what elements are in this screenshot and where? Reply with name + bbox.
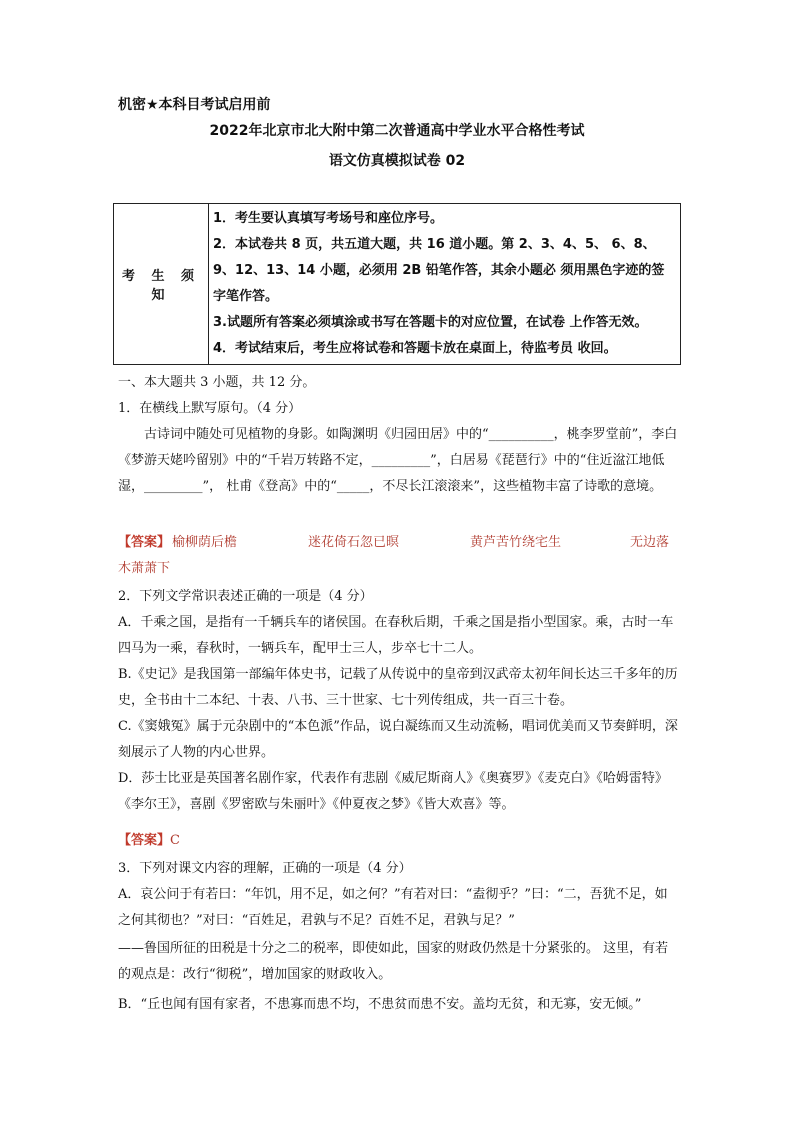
question-2-answer <box>118 828 678 854</box>
answer-label: 【答案】 <box>118 833 171 848</box>
notice-rule-3: 3.试题所有答案必须填涂或书写在答题卡的对应位置，在试卷 上作答无效。 <box>213 315 648 330</box>
answer-item-3: 黄芦苦竹绕宅生 <box>470 535 562 550</box>
answer-label: 【答案】 <box>118 535 171 550</box>
question-2-option-a: A．千乘之国，是指有一千辆兵车的诸侯国。在春秋后期，千乘之国是指小型国家。乘，古时一车四马为一乘，春秋时，一辆兵车，配甲士三人，步卒七十二人。 <box>118 615 674 656</box>
question-1-answer <box>118 530 678 556</box>
question-3-option-b: B．“丘也闻有国有家者，不患寡而患不均，不患贫而患不安。盖均无贫，和无寡，安无倾。” <box>118 997 642 1012</box>
notice-rule-1: 1．考生要认真填写考场号和座位序号。 <box>213 211 444 226</box>
question-2-option-b: B.《史记》是我国第一部编年体史书，记载了从传说中的皇帝到汉武帝太初年间长达三千多年的历史，全书由十二本纪、十表、八书、三十世家、七十列传组成，共一百三十卷。 <box>118 667 678 708</box>
exam-subtitle: 语文仿真模拟试卷 02 <box>328 153 466 169</box>
exam-title: 2022年北京市北大附中第二次普通高中学业水平合格性考试 <box>209 123 585 139</box>
question-3-option-a: A．哀公问于有若曰：“年饥，用不足，如之何？”有若对曰：“盍彻乎？”曰：“二，吾犹不足，如之何其彻也？”对曰：“百姓足，君孰与不足？百姓不足，君孰与足？” <box>118 887 668 928</box>
question-2-stem: 2．下列文学常识表述正确的一项是（4 分） <box>118 589 373 604</box>
answer-item-1: 榆柳荫后檐 <box>172 535 238 550</box>
section-heading: 一、本大题共 3 小题，共 12 分。 <box>118 375 316 390</box>
notice-label: 考 生 须 知 <box>114 204 209 365</box>
question-1-stem: 1．在横线上默写原句。（4 分） <box>118 401 302 416</box>
question-2-option-c: C.《窦娥冤》属于元杂剧中的“本色派”作品，说白凝练而又生动流畅，唱词优美而又节奏鲜明，深刻展示了人物的内心世界。 <box>118 719 678 760</box>
answer-value: C <box>170 833 180 848</box>
question-3-option-a-note: ——鲁国所征的田税是十分之二的税率，即使如此，国家的财政仍然是十分紧张的。 这里，有若的观点是：改行“彻税”，增加国家的财政收入。 <box>118 941 669 982</box>
question-3-stem: 3．下列对课文内容的理解，正确的一项是（4 分） <box>118 861 412 876</box>
candidate-notice-table <box>113 203 681 365</box>
confidential-mark: 机密★本科目考试启用前 <box>118 97 271 113</box>
answer-item-4: 无边落 <box>630 535 670 550</box>
notice-rule-4: 4．考试结束后，考生应将试卷和答题卡放在桌面上，待监考员 收回。 <box>213 341 617 356</box>
question-2-option-d: D．莎士比亚是英国著名剧作家，代表作有悲剧《威尼斯商人》《奥赛罗》《麦克白》《哈姆雷特》《李尔王》，喜剧《罗密欧与朱丽叶》《仲夏夜之梦》《皆大欢喜》等。 <box>118 771 668 812</box>
notice-rules <box>209 204 681 365</box>
notice-rule-2: 2．本试卷共 8 页，共五道大题，共 16 道小题。第 2、3、4、5、 6、8、9、12、13、14 小题，必须用 2B 铅笔作答，其余小题必 须用黑色字迹的签字笔作答。 <box>213 237 665 304</box>
question-1-body: 古诗词中随处可见植物的身影。如陶渊明《归园田居》中的“__________，桃李罗堂前”，李白《梦游天姥吟留别》中的“千岩万转路不定，_________”，白居易《琵琶行》中的“住近湓江地低湿，_________”， 杜甫《登高》中的“_____，不尽长江滚滚来”，这些植物丰富了诗歌的意境。 <box>118 427 678 494</box>
answer-item-2: 迷花倚石忽已暝 <box>308 535 400 550</box>
answer-item-5: 木萧萧下 <box>118 561 171 576</box>
